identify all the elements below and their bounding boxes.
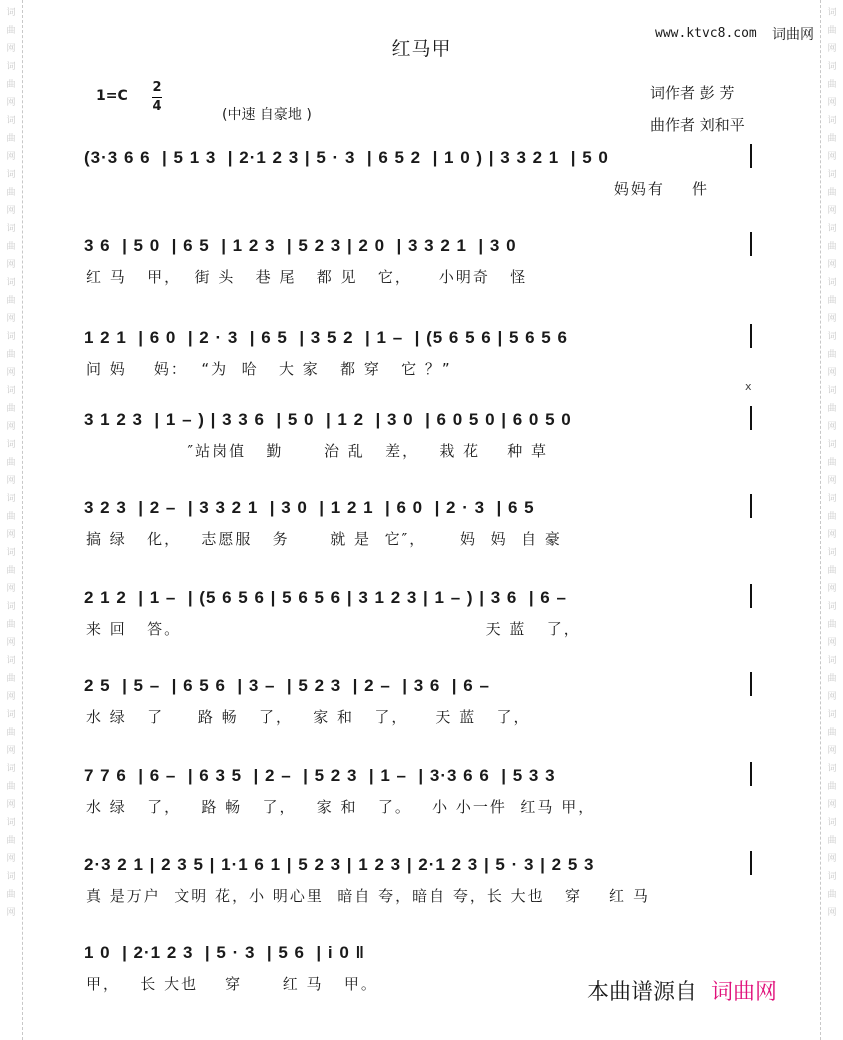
watermark-glyph: 网 — [827, 854, 837, 864]
watermark-glyph: 网 — [6, 692, 16, 702]
lyric-text: ″站岗值 勤 治 乱 差， 栽 花 种 草 — [86, 442, 549, 460]
line-end-barline — [750, 672, 752, 696]
watermark-glyph: 网 — [6, 206, 16, 216]
line-end-barline — [750, 762, 752, 786]
watermark-glyph: 词 — [827, 116, 837, 126]
lyricist-credit: 词作者 彭 芳 — [650, 84, 735, 102]
composer-credit: 曲作者 刘和平 — [650, 116, 745, 134]
site-name: 词曲网 — [772, 27, 814, 43]
watermark-glyph: 网 — [827, 152, 837, 162]
watermark-glyph: 曲 — [6, 836, 16, 846]
watermark-glyph: 网 — [6, 314, 16, 324]
watermark-glyph: 词 — [827, 602, 837, 612]
watermark-glyph: 词 — [6, 872, 16, 882]
watermark-glyph: 网 — [6, 908, 16, 918]
lyric-text: 水 绿 了， 路 畅 了， 家 和 了。 小 小一件 红马 甲， — [86, 798, 596, 816]
notation-text: 3 6 | 5 0 | 6 5 | 1 2 3 | 5 2 3 | 2 0 | 3 3 2 1 | 3 0 — [84, 236, 517, 255]
watermark-glyph: 曲 — [6, 890, 16, 900]
watermark-glyph: 网 — [827, 476, 837, 486]
watermark-glyph: 曲 — [6, 512, 16, 522]
watermark-glyph: 曲 — [6, 404, 16, 414]
watermark-glyph: 词 — [827, 224, 837, 234]
watermark-glyph: 曲 — [6, 242, 16, 252]
watermark-glyph: 曲 — [6, 26, 16, 36]
watermark-glyph: 网 — [827, 908, 837, 918]
notation-text: 2 1 2 | 1 – | (5 6 5 6 | 5 6 5 6 | 3 1 2 3 | 1 – ) | 3 6 | 6 – — [84, 588, 567, 607]
watermark-glyph: 网 — [6, 368, 16, 378]
watermark-glyph: 词 — [6, 278, 16, 288]
watermark-glyph: 词 — [6, 224, 16, 234]
watermark-glyph: 词 — [6, 548, 16, 558]
watermark-glyph: 曲 — [827, 728, 837, 738]
watermark-glyph: 网 — [827, 692, 837, 702]
time-signature-bottom: 4 — [152, 99, 162, 114]
source-footer — [587, 975, 777, 1006]
watermark-glyph: 网 — [6, 584, 16, 594]
watermark-glyph: 网 — [827, 368, 837, 378]
watermark-glyph: 网 — [827, 584, 837, 594]
watermark-glyph: 词 — [6, 710, 16, 720]
watermark-glyph: 词 — [827, 440, 837, 450]
watermark-glyph: 网 — [6, 44, 16, 54]
watermark-glyph: 网 — [827, 422, 837, 432]
watermark-glyph: 曲 — [827, 296, 837, 306]
song-title: 红马甲 — [391, 38, 452, 60]
watermark-glyph: 词 — [6, 764, 16, 774]
watermark-glyph: 曲 — [6, 782, 16, 792]
watermark-glyph: 曲 — [827, 26, 837, 36]
watermark-glyph: 网 — [827, 638, 837, 648]
watermark-glyph: 词 — [6, 818, 16, 828]
stray-x-mark: x — [745, 380, 752, 393]
watermark-glyph: 词 — [827, 494, 837, 504]
time-signature-bar — [152, 97, 162, 98]
watermark-glyph: 网 — [827, 98, 837, 108]
watermark-glyph: 词 — [827, 170, 837, 180]
watermark-glyph: 曲 — [827, 512, 837, 522]
lyric-text: 水 绿 了 路 畅 了， 家 和 了， 天 蓝 了， — [86, 708, 531, 726]
watermark-glyph: 词 — [827, 818, 837, 828]
notation-text: (3·3 6 6 | 5 1 3 | 2·1 2 3 | 5 · 3 | 6 5 2 | 1 0 ) | 3 3 2 1 | 5 0 — [84, 148, 609, 167]
watermark-glyph: 网 — [6, 530, 16, 540]
key-signature: 1=C — [96, 88, 128, 104]
line-end-barline — [750, 494, 752, 518]
time-signature — [152, 81, 162, 114]
watermark-glyph: 词 — [827, 332, 837, 342]
watermark-glyph: 网 — [6, 854, 16, 864]
watermark-glyph: 词 — [6, 62, 16, 72]
time-signature-top: 2 — [152, 80, 162, 95]
notation-text: 3 1 2 3 | 1 – ) | 3 3 6 | 5 0 | 1 2 | 3 0 | 6 0 5 0 | 6 0 5 0 — [84, 410, 572, 429]
notation-text: 2 5 | 5 – | 6 5 6 | 3 – | 5 2 3 | 2 – | 3 6 | 6 – — [84, 676, 490, 695]
watermark-glyph: 词 — [6, 602, 16, 612]
watermark-glyph: 曲 — [6, 458, 16, 468]
watermark-glyph: 网 — [6, 98, 16, 108]
watermark-glyph: 词 — [6, 8, 16, 18]
watermark-glyph: 词 — [827, 656, 837, 666]
watermark-glyph: 曲 — [827, 782, 837, 792]
line-end-barline — [750, 324, 752, 348]
watermark-glyph: 词 — [6, 656, 16, 666]
watermark-glyph: 曲 — [827, 458, 837, 468]
watermark-glyph: 词 — [827, 872, 837, 882]
watermark-glyph: 词 — [827, 278, 837, 288]
right-watermark-strip — [820, 0, 843, 1040]
watermark-glyph: 曲 — [6, 620, 16, 630]
watermark-glyph: 词 — [827, 710, 837, 720]
watermark-glyph: 曲 — [6, 188, 16, 198]
source-label: 本曲谱源自 — [587, 980, 698, 1005]
line-end-barline — [750, 406, 752, 430]
line-end-barline — [750, 584, 752, 608]
watermark-glyph: 词 — [6, 494, 16, 504]
watermark-glyph: 曲 — [827, 242, 837, 252]
watermark-glyph: 网 — [827, 800, 837, 810]
watermark-glyph: 词 — [827, 8, 837, 18]
lyric-text: 问 妈 妈： “为 哈 大 家 都 穿 它 ？” — [86, 360, 452, 378]
watermark-glyph: 网 — [827, 44, 837, 54]
watermark-glyph: 网 — [827, 746, 837, 756]
watermark-glyph: 词 — [6, 386, 16, 396]
watermark-glyph: 曲 — [827, 566, 837, 576]
notation-text: 1 0 | 2·1 2 3 | 5 · 3 | 5 6 | i 0 ‖ — [84, 943, 365, 962]
lyric-text: 红 马 甲， 街 头 巷 尾 都 见 它， 小明奇 怪 — [86, 268, 528, 286]
watermark-glyph: 网 — [6, 260, 16, 270]
notation-text: 3 2 3 | 2 – | 3 3 2 1 | 3 0 | 1 2 1 | 6 0 | 2 · 3 | 6 5 — [84, 498, 535, 517]
watermark-glyph: 网 — [6, 638, 16, 648]
notation-text: 2·3 2 1 | 2 3 5 | 1·1 6 1 | 5 2 3 | 1 2 3 | 2·1 2 3 | 5 · 3 | 2 5 3 — [84, 855, 595, 874]
watermark-glyph: 网 — [827, 314, 837, 324]
left-watermark-strip — [0, 0, 23, 1040]
watermark-glyph: 网 — [827, 260, 837, 270]
watermark-glyph: 曲 — [6, 134, 16, 144]
watermark-glyph: 网 — [6, 152, 16, 162]
line-end-barline — [750, 851, 752, 875]
watermark-glyph: 词 — [827, 62, 837, 72]
source-brand: 词曲网 — [711, 980, 778, 1005]
tempo-marking: (中速 自豪地 ) — [222, 107, 312, 123]
watermark-glyph: 曲 — [827, 620, 837, 630]
watermark-glyph: 曲 — [6, 296, 16, 306]
lyric-text: 真 是万户 文明 花，小 明心里 暗自 夸，暗自 夸，长 大也 穿 红 马 — [86, 887, 650, 905]
watermark-glyph: 词 — [6, 332, 16, 342]
watermark-glyph: 曲 — [827, 674, 837, 684]
watermark-glyph: 曲 — [827, 350, 837, 360]
watermark-glyph: 曲 — [6, 728, 16, 738]
notation-text: 7 7 6 | 6 – | 6 3 5 | 2 – | 5 2 3 | 1 – | 3·3 6 6 | 5 3 3 — [84, 766, 556, 785]
watermark-glyph: 网 — [6, 422, 16, 432]
watermark-glyph: 曲 — [827, 404, 837, 414]
watermark-glyph: 曲 — [827, 836, 837, 846]
notation-text: 1 2 1 | 6 0 | 2 · 3 | 6 5 | 3 5 2 | 1 – | (5 6 5 6 | 5 6 5 6 — [84, 328, 568, 347]
watermark-glyph: 词 — [827, 764, 837, 774]
line-end-barline — [750, 232, 752, 256]
lyric-text: 搞 绿 化， 志愿服 务 就 是 它″， 妈 妈 自 豪 — [86, 530, 562, 548]
watermark-glyph: 词 — [827, 548, 837, 558]
lyric-text: 甲， 长 大也 穿 红 马 甲。 — [86, 975, 378, 993]
line-end-barline — [750, 144, 752, 168]
watermark-glyph: 曲 — [827, 134, 837, 144]
watermark-glyph: 曲 — [6, 350, 16, 360]
watermark-glyph: 词 — [6, 116, 16, 126]
watermark-glyph: 曲 — [6, 80, 16, 90]
watermark-glyph: 词 — [6, 170, 16, 180]
watermark-glyph: 网 — [6, 800, 16, 810]
watermark-glyph: 网 — [827, 206, 837, 216]
watermark-glyph: 曲 — [6, 566, 16, 576]
lyric-text: 来 回 答。 天 蓝 了， — [86, 620, 581, 638]
watermark-glyph: 曲 — [827, 188, 837, 198]
site-url: www.ktvc8.com — [655, 26, 757, 41]
watermark-glyph: 曲 — [827, 80, 837, 90]
watermark-glyph: 网 — [827, 530, 837, 540]
watermark-glyph: 曲 — [827, 890, 837, 900]
watermark-glyph: 词 — [6, 440, 16, 450]
watermark-glyph: 网 — [6, 746, 16, 756]
watermark-glyph: 词 — [827, 386, 837, 396]
lyric-text: 妈妈有 件 — [86, 180, 709, 198]
watermark-glyph: 网 — [6, 476, 16, 486]
watermark-glyph: 曲 — [6, 674, 16, 684]
